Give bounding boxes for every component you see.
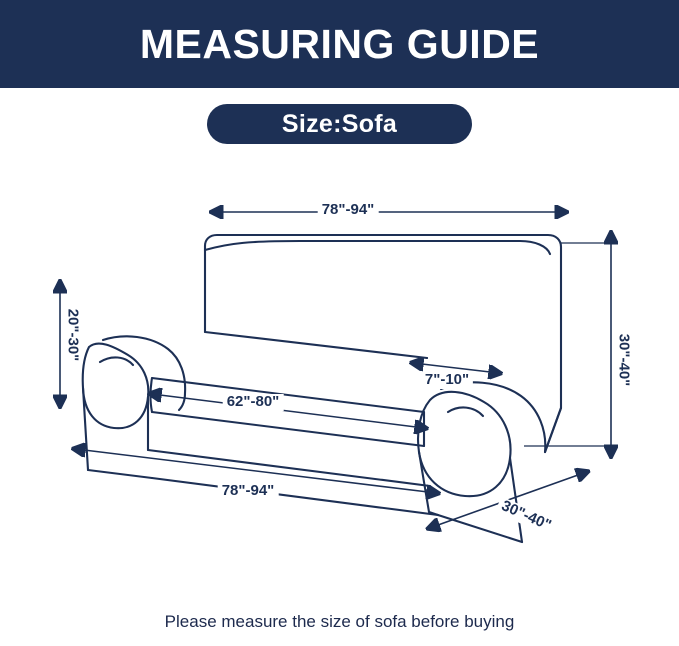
- sofa-right-arm-detail: [448, 407, 483, 416]
- sofa-backrest-bottom: [205, 332, 427, 358]
- sofa-right-arm-inner-edge: [419, 452, 429, 512]
- sofa-seat-left-edge: [151, 378, 153, 412]
- page-title: MEASURING GUIDE: [139, 20, 540, 67]
- size-badge: [207, 104, 472, 144]
- sofa-left-arm-top: [103, 336, 185, 393]
- sofa-seat-top-front: [152, 412, 424, 446]
- dim-label-arm-width: 7"-10": [421, 372, 473, 389]
- dim-label-left-height: 20"-30": [64, 305, 81, 366]
- dim-label-depth: 30"-40": [495, 496, 557, 536]
- sofa-base-left: [88, 470, 152, 478]
- footer-note: Please measure the size of sofa before buying: [164, 612, 515, 631]
- dim-seat-width-arrow: [160, 395, 416, 427]
- sofa-back-outer: [205, 235, 561, 408]
- header-bar: [0, 0, 679, 88]
- sofa-left-arm-detail: [100, 357, 133, 365]
- size-badge-label: Size:Sofa: [281, 109, 398, 138]
- dim-label-bottom-width: 78"-94": [218, 483, 279, 500]
- dim-label-seat-width: 62"-80": [223, 394, 284, 411]
- dim-label-right-height: 30"-40": [615, 330, 632, 391]
- dim-label-top-width: 78"-94": [318, 202, 379, 219]
- sofa-diagram: [0, 150, 679, 590]
- sofa-base-front: [152, 478, 438, 515]
- sofa-left-arm-inner-curve: [179, 393, 185, 410]
- sofa-front-skirt-top: [148, 450, 430, 486]
- sofa-base-front-right: [438, 515, 522, 542]
- sofa-seat-top-back: [152, 378, 424, 412]
- sofa-back-top-contour: [205, 241, 550, 254]
- sofa-left-arm-roll: [83, 343, 149, 428]
